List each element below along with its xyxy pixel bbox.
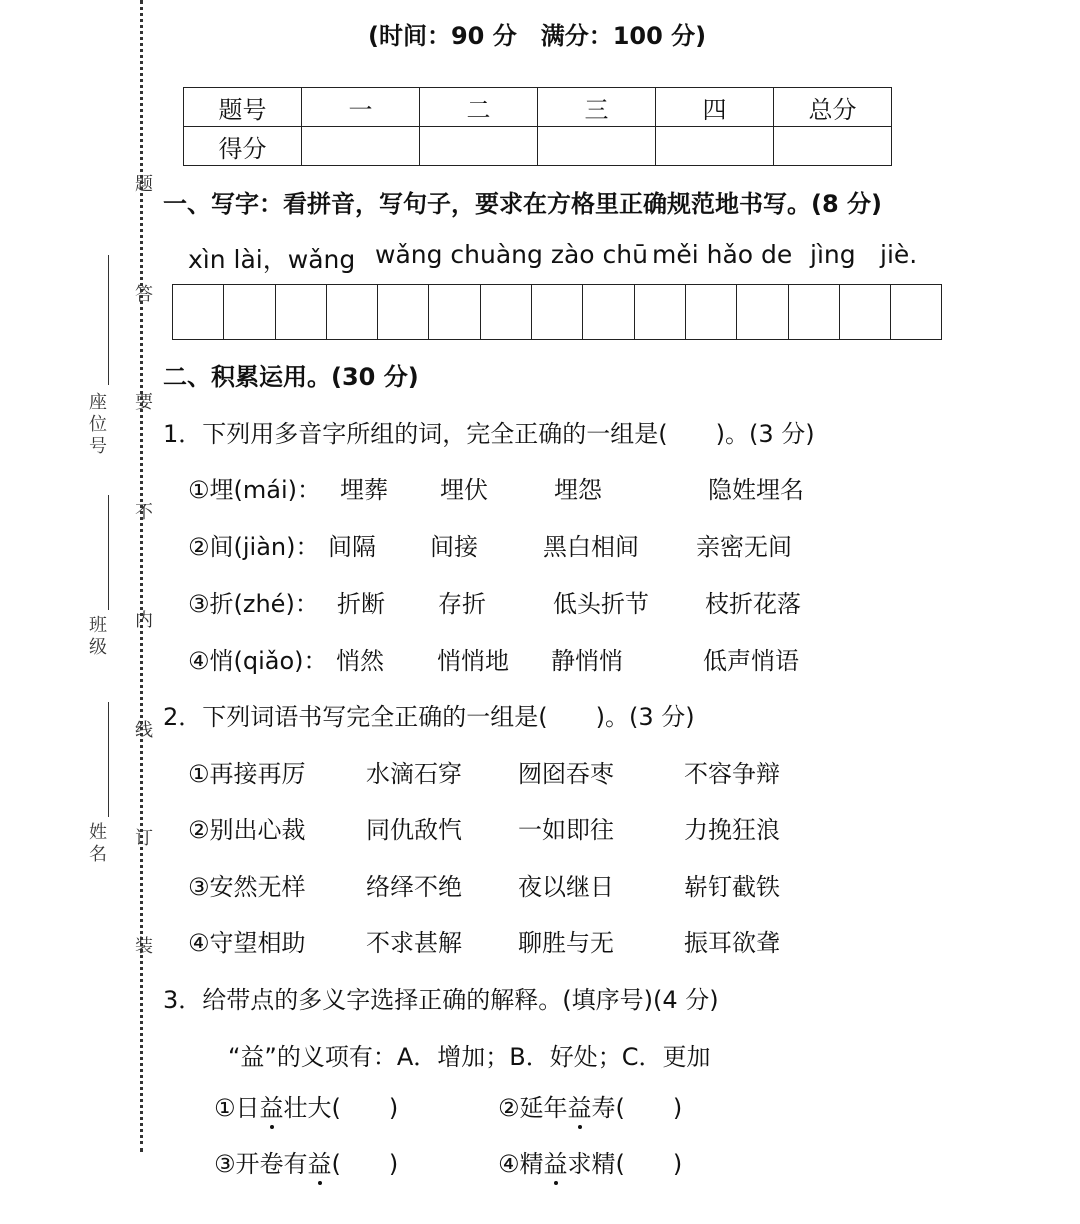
seal-char-ding: 订 [135, 828, 153, 849]
score-entry-cell[interactable] [420, 127, 538, 166]
q2-word: ②别出心裁 [188, 816, 306, 844]
writing-grid-cell[interactable] [327, 284, 378, 340]
seal-char-zhuang: 装 [135, 936, 153, 957]
q1-word: 低声悄语 [703, 647, 799, 675]
q3-item-text: 寿( ) [591, 1094, 683, 1122]
q1-word: 埋怨 [554, 476, 602, 504]
q1-word: 悄悄地 [437, 647, 509, 675]
q1-word: 间隔 [328, 533, 376, 561]
q2-word: 同仇敌忾 [366, 816, 462, 844]
pinyin-4: jìng [810, 240, 856, 269]
q1-word: 枝折花落 [705, 590, 801, 618]
q1-word: 亲密无间 [696, 533, 792, 561]
name-line [108, 702, 109, 817]
q3-item-4 [498, 1144, 682, 1179]
q1-word: 埋葬 [340, 476, 388, 504]
q2-word: 一如即往 [518, 816, 614, 844]
score-table [183, 87, 892, 166]
q1-option-label: ③折(zhé)： [188, 590, 319, 618]
q3-prompt: 3．给带点的多义字选择正确的解释。(填序号)(4 分) [163, 986, 719, 1014]
score-entry-cell[interactable] [538, 127, 656, 166]
writing-grid-cell[interactable] [276, 284, 327, 340]
dotted-char: 益 [544, 1144, 568, 1179]
writing-grid-cell[interactable] [635, 284, 686, 340]
q1-word: 静悄悄 [551, 647, 623, 675]
q3-item-2 [498, 1088, 682, 1123]
writing-grid-cell[interactable] [737, 284, 788, 340]
seal-char-ti: 题 [135, 174, 153, 195]
section2-title: 二、积累运用。(30 分) [163, 363, 419, 391]
q2-prompt: 2．下列词语书写完全正确的一组是( )。(3 分) [163, 703, 695, 731]
q2-word: 崭钉截铁 [684, 873, 780, 901]
q3-item-1 [214, 1088, 398, 1123]
q2-word: 水滴石穿 [366, 760, 462, 788]
pinyin-5: jiè. [880, 240, 918, 269]
q3-item-3 [214, 1144, 398, 1179]
seat-number-line [108, 255, 109, 385]
q2-word: 夜以继日 [518, 873, 614, 901]
q1-word: 折断 [337, 590, 385, 618]
q3-item-text: ①日 [214, 1094, 260, 1122]
writing-grid-cell[interactable] [789, 284, 840, 340]
seal-char-yao: 要 [135, 392, 153, 413]
writing-grid-cell[interactable] [224, 284, 275, 340]
q2-word: 络绎不绝 [366, 873, 462, 901]
q1-word: 低头折节 [553, 590, 649, 618]
pinyin-2: wǎng chuàng zào chū [375, 240, 648, 269]
q3-item-text: ③开卷有 [214, 1150, 308, 1178]
score-entry-cell[interactable] [656, 127, 774, 166]
writing-grid-cell[interactable] [378, 284, 429, 340]
q3-item-text: 求精( ) [567, 1150, 683, 1178]
writing-grid-cell[interactable] [583, 284, 634, 340]
q1-prompt: 1．下列用多音字所组的词，完全正确的一组是( )。(3 分) [163, 420, 815, 448]
score-entry-cell[interactable] [774, 127, 892, 166]
exam-time-score: (时间：90 分 满分：100 分) [368, 22, 707, 50]
class-label: 班级 [89, 615, 107, 658]
binding-dotted-line [140, 0, 143, 1152]
score-table-score-row [184, 127, 892, 166]
q1-word: 隐姓埋名 [708, 476, 804, 504]
writing-grid-cell[interactable] [173, 284, 224, 340]
class-line [108, 495, 109, 610]
seal-char-da: 答 [135, 284, 153, 305]
q1-option-label: ②间(jiàn)： [188, 533, 320, 561]
q2-word: 力挽狂浪 [684, 816, 780, 844]
seal-char-nei: 内 [135, 610, 153, 631]
q1-option-label: ④悄(qiǎo)： [188, 647, 328, 675]
q2-word: ①再接再厉 [188, 760, 306, 788]
q2-word: 振耳欲聋 [684, 929, 780, 957]
q3-item-text: ( ) [331, 1150, 399, 1178]
q2-word: 囫囵吞枣 [518, 760, 614, 788]
q3-item-text: 壮大( ) [283, 1094, 399, 1122]
q1-word: 悄然 [336, 647, 384, 675]
q1-word: 埋伏 [440, 476, 488, 504]
seal-char-xian: 线 [135, 720, 153, 741]
pinyin-1: xìn lài，wǎng [188, 245, 356, 274]
q2-word: ④守望相助 [188, 929, 306, 957]
writing-grid-cell[interactable] [686, 284, 737, 340]
score-table-cell: 题号 [184, 88, 302, 127]
q2-word: ③安然无样 [188, 873, 306, 901]
section1-title: 一、写字：看拼音，写句子，要求在方格里正确规范地书写。(8 分) [163, 190, 882, 218]
writing-grid-cell[interactable] [532, 284, 583, 340]
writing-grid [172, 284, 942, 340]
score-table-cell: 三 [538, 88, 656, 127]
score-table-header-row [184, 88, 892, 127]
score-table-cell: 得分 [184, 127, 302, 166]
writing-grid-cell[interactable] [840, 284, 891, 340]
q2-word: 不容争辩 [684, 760, 780, 788]
dotted-char: 益 [568, 1088, 592, 1123]
name-label: 姓名 [89, 822, 107, 865]
score-table-cell: 四 [656, 88, 774, 127]
writing-grid-cell[interactable] [481, 284, 532, 340]
score-table-cell: 总分 [774, 88, 892, 127]
q1-word: 黑白相间 [543, 533, 639, 561]
q2-word: 聊胜与无 [518, 929, 614, 957]
score-entry-cell[interactable] [302, 127, 420, 166]
pinyin-3: měi hǎo de [652, 240, 793, 269]
seat-number-label: 座位号 [89, 392, 107, 457]
q3-item-text: ②延年 [498, 1094, 568, 1122]
seal-char-bu: 不 [135, 502, 153, 523]
writing-grid-cell[interactable] [429, 284, 480, 340]
q3-item-text: ④精 [498, 1150, 544, 1178]
writing-grid-cell[interactable] [891, 284, 942, 340]
q2-word: 不求甚解 [366, 929, 462, 957]
dotted-char: 益 [308, 1144, 332, 1179]
q1-word: 间接 [430, 533, 478, 561]
q1-word: 存折 [438, 590, 486, 618]
score-table-cell: 二 [420, 88, 538, 127]
score-table-cell: 一 [302, 88, 420, 127]
q1-option-label: ①埋(mái)： [188, 476, 321, 504]
dotted-char: 益 [260, 1088, 284, 1123]
q3-meanings: “益”的义项有：A．增加；B．好处；C．更加 [228, 1043, 711, 1071]
